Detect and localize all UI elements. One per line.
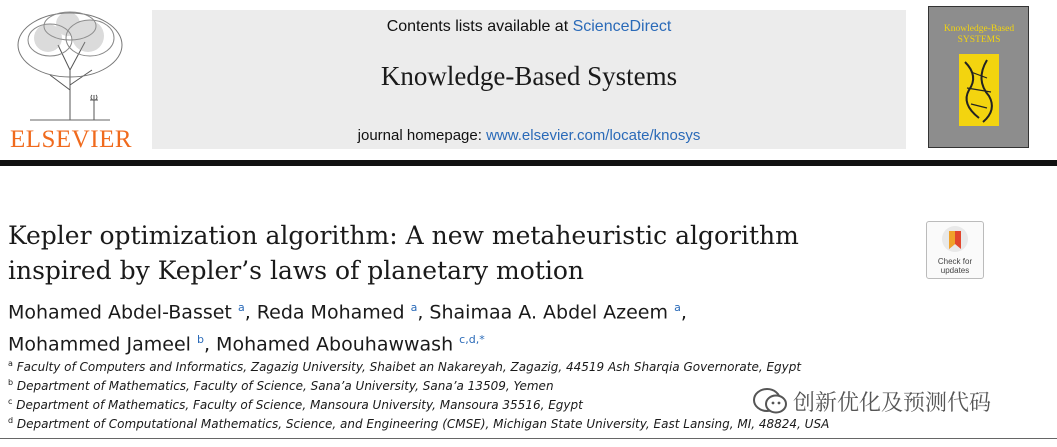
author-name[interactable]: Shaimaa A. Abdel Azeem <box>429 301 669 324</box>
cover-graphic-icon <box>957 52 1001 128</box>
affiliation-item: $^d$ Department of Computational Mathematics, Science, and Engineering (CMSE), Michigan State University, East Lansing, MI, 48824, USA <box>8 416 830 431</box>
header-divider <box>0 160 1057 166</box>
title-line-2: inspired by Kepler’s laws of planetary motion <box>8 256 585 285</box>
publisher-logo-text: ELSEVIER <box>9 126 133 153</box>
contents-line <box>152 18 906 36</box>
author-affiliation-sup[interactable]: b <box>196 333 204 347</box>
bookmark-icon <box>927 222 983 256</box>
wechat-logo-icon <box>752 386 788 418</box>
cover-title: Knowledge-Based SYSTEMS <box>943 24 1015 45</box>
affiliation-item: $^a$ Faculty of Computers and Informatics, Zagazig University, Shaibet an Nakareyah, Zagazig, 44519 Ash Sharqia Governorate, Egypt <box>8 359 802 374</box>
elsevier-tree-icon <box>0 0 145 125</box>
homepage-link[interactable]: www.elsevier.com/locate/knosys <box>486 127 701 144</box>
author-name[interactable]: Mohammed Jameel <box>8 333 191 356</box>
author-affiliation-sup[interactable]: c,d,* <box>459 333 485 347</box>
sciencedirect-link[interactable]: ScienceDirect <box>572 18 672 35</box>
title-line-1: Kepler optimization algorithm: A new metaheuristic algorithm <box>8 221 799 250</box>
author-name[interactable]: Reda Mohamed <box>256 301 405 324</box>
affiliation-item: $^b$ Department of Mathematics, Faculty of Science, Sana’a University, Sana’a 13509, Yemen <box>8 378 554 393</box>
bottom-divider <box>0 438 1057 439</box>
author-affiliation-sup[interactable]: a <box>410 301 418 314</box>
watermark-text: 创新优化及预测代码 <box>793 391 992 416</box>
author-affiliation-sup[interactable]: a <box>674 301 681 314</box>
author-list: Mohamed Abdel-Basset $^a$, Reda Mohamed $^a$, Shaimaa A. Abdel Azeem $^a$, Mohammed Jameel $^b$, Mohamed Abouhawwash $^{c,d,*}$ <box>8 301 687 356</box>
homepage-line <box>152 127 906 144</box>
check-updates-label: Check for updates <box>937 257 973 275</box>
affiliation-item: $^c$ Department of Mathematics, Faculty of Science, Mansoura University, Mansoura 35516, Egypt <box>8 397 583 412</box>
contents-prefix: Contents lists available at <box>386 18 573 35</box>
author-affiliation-sup[interactable]: a <box>237 301 245 314</box>
article-title <box>8 218 888 288</box>
author-name[interactable]: Mohamed Abdel-Basset <box>8 301 232 324</box>
journal-title: Knowledge-Based Systems <box>380 61 678 91</box>
homepage-prefix: journal homepage: <box>357 127 487 144</box>
author-name[interactable]: Mohamed Abouhawwash <box>216 333 454 356</box>
